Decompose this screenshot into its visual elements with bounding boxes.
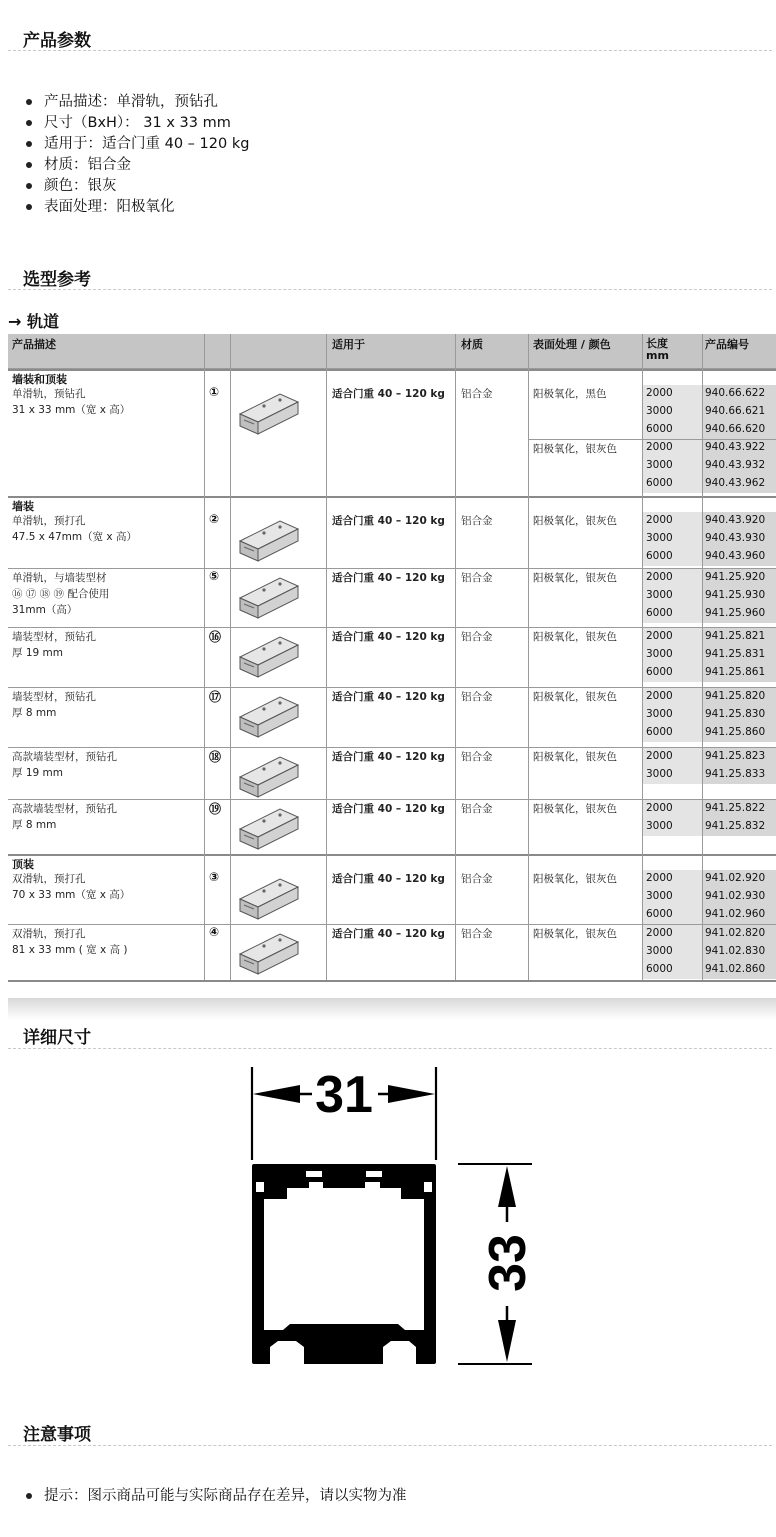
row-desc: 双滑轨，预打孔 [12,928,86,940]
row-suitable: 适合门重 40 – 120 kg [332,873,445,885]
column-divider [455,334,456,980]
table-bottom-shade [8,998,776,1020]
row-desc: 高款墙装型材，预钻孔 [12,751,117,763]
group-divider [8,496,776,498]
row-finish: 阳极氧化，银灰色 [533,873,617,885]
row-length: 3000 [646,532,673,544]
column-divider [528,334,529,980]
row-suitable: 适合门重 40 – 120 kg [332,928,445,940]
row-material: 铝合金 [461,873,493,885]
param-item: 尺寸（BxH）： 31 x 33 mm [44,113,249,134]
header-suitable: 适用于 [332,338,365,351]
row-material: 铝合金 [461,572,493,584]
row-suitable: 适合门重 40 – 120 kg [332,515,445,527]
row-suitable: 适合门重 40 – 120 kg [332,751,445,763]
row-length: 6000 [646,477,673,489]
row-length: 6000 [646,423,673,435]
row-material: 铝合金 [461,515,493,527]
params-list [44,92,249,218]
row-finish: 阳极氧化，黑色 [533,388,607,400]
row-part-number: 940.43.932 [705,459,766,471]
divider [8,1048,772,1049]
row-part-number: 941.25.832 [705,820,766,832]
section-title: 注意事项 [23,1425,91,1445]
row-part-number: 941.25.920 [705,571,766,583]
row-material: 铝合金 [461,631,493,643]
row-finish: 阳极氧化，银灰色 [533,691,617,703]
row-finish: 阳极氧化，银灰色 [533,803,617,815]
table-grid [8,334,776,994]
row-length: 6000 [646,963,673,975]
row-length: 3000 [646,459,673,471]
row-desc: 单滑轨，与墙装型材 [12,572,107,584]
row-part-number: 941.25.861 [705,666,766,678]
row-length: 6000 [646,607,673,619]
row-length: 6000 [646,550,673,562]
divider [8,289,772,290]
row-part-number: 940.43.922 [705,441,766,453]
row-suitable: 适合门重 40 – 120 kg [332,691,445,703]
param-item: 表面处理：阳极氧化 [44,197,249,218]
group-divider [8,854,776,856]
group-divider [8,369,776,371]
row-part-number: 940.66.620 [705,423,766,435]
row-number: ⑲ [209,802,222,816]
row-part-number: 940.43.962 [705,477,766,489]
header-part-no: 产品编号 [705,338,749,351]
rail-profile-illustration [234,572,304,622]
row-number: ③ [209,870,220,884]
row-desc: 单滑轨，预打孔 [12,515,86,527]
row-suitable: 适合门重 40 – 120 kg [332,631,445,643]
column-divider [230,334,231,980]
row-part-number: 940.43.920 [705,514,766,526]
row-part-number: 941.25.833 [705,768,766,780]
height-dimension-label: 33 [479,1234,537,1292]
rail-profile-illustration [234,928,304,978]
row-size: 81 x 33 mm ( 宽 x 高 ) [12,944,128,956]
row-part-number: 941.02.920 [705,872,766,884]
row-number: ⑤ [209,569,220,583]
row-length: 2000 [646,514,673,526]
width-dimension-label: 31 [315,1066,373,1124]
row-part-number: 940.43.930 [705,532,766,544]
group-label: 墙装 [12,500,34,513]
row-length: 2000 [646,690,673,702]
row-part-number: 941.02.820 [705,927,766,939]
row-material: 铝合金 [461,388,493,400]
section-title: 选型参考 [23,270,91,290]
row-part-number: 941.25.860 [705,726,766,738]
row-size: 厚 8 mm [12,707,57,719]
rail-profile-illustration [234,751,304,801]
row-length: 6000 [646,666,673,678]
row-length: 3000 [646,890,673,902]
column-divider [642,334,643,980]
notes-list [44,1486,407,1507]
row-part-number: 941.25.821 [705,630,766,642]
row-size: 47.5 x 47mm（宽 x 高） [12,531,137,543]
header-desc: 产品描述 [12,338,56,351]
row-part-number: 941.25.822 [705,802,766,814]
row-length: 3000 [646,768,673,780]
column-divider [702,334,703,980]
row-material: 铝合金 [461,928,493,940]
param-item: 颜色：银灰 [44,176,249,197]
row-number: ② [209,512,220,526]
row-length: 3000 [646,589,673,601]
row-desc: 墙装型材，预钻孔 [12,631,96,643]
rail-profile-illustration [234,691,304,741]
section-title: 产品参数 [23,31,91,51]
row-length: 2000 [646,872,673,884]
row-part-number: 941.02.860 [705,963,766,975]
row-number: ⑰ [209,690,222,704]
row-desc: 墙装型材，预钻孔 [12,691,96,703]
profile-dimension-drawing [240,1062,540,1372]
row-material: 铝合金 [461,751,493,763]
row-size-note: 31mm（高） [12,604,78,616]
header-length: 长度 [646,337,668,350]
header-material: 材质 [461,338,483,351]
row-number: ⑱ [209,750,222,764]
column-divider [326,334,327,980]
row-finish: 阳极氧化，银灰色 [533,928,617,940]
param-item: 材质：铝合金 [44,155,249,176]
param-item: 适用于：适合门重 40 – 120 kg [44,134,249,155]
section-title: 详细尺寸 [23,1028,91,1048]
row-desc: 高款墙装型材，预钻孔 [12,803,117,815]
row-part-number: 941.02.960 [705,908,766,920]
row-desc: 单滑轨，预钻孔 [12,388,86,400]
rail-profile-illustration [234,873,304,923]
rail-selection-table [8,307,776,999]
rail-profile-illustration [234,631,304,681]
row-part-number: 941.25.823 [705,750,766,762]
row-length: 2000 [646,571,673,583]
rail-profile-shape [252,1164,436,1364]
row-length: 2000 [646,387,673,399]
group-label: 墙装和顶装 [12,373,67,386]
row-material: 铝合金 [461,803,493,815]
rail-profile-illustration [234,803,304,853]
row-length: 6000 [646,908,673,920]
column-divider [204,334,205,980]
row-part-number: 941.25.831 [705,648,766,660]
group-label: 顶装 [12,858,34,871]
rail-profile-illustration [234,515,304,565]
table-title: → 轨道 [8,312,59,331]
row-finish: 阳极氧化，银灰色 [533,515,617,527]
note-item: 提示：图示商品可能与实际商品存在差异，请以实物为准 [44,1486,407,1507]
header-finish: 表面处理 / 颜色 [533,338,611,351]
row-size: 70 x 33 mm（宽 x 高） [12,889,131,901]
row-length: 2000 [646,802,673,814]
row-size: 厚 19 mm [12,767,63,779]
rail-profile-illustration [234,388,304,438]
row-finish: 阳极氧化，银灰色 [533,751,617,763]
finish-divider [528,439,776,440]
row-finish: 阳极氧化，银灰色 [533,443,617,455]
row-part-number: 940.43.960 [705,550,766,562]
table-bottom-border [8,980,776,982]
row-suitable: 适合门重 40 – 120 kg [332,803,445,815]
header-length-unit: mm [646,349,669,362]
divider [8,50,772,51]
param-item: 产品描述：单滑轨，预钻孔 [44,92,249,113]
row-length: 6000 [646,726,673,738]
row-size: 厚 19 mm [12,647,63,659]
row-number: ④ [209,925,220,939]
row-size: 31 x 33 mm（宽 x 高） [12,404,131,416]
row-part-number: 941.25.930 [705,589,766,601]
row-part-number: 941.02.930 [705,890,766,902]
row-part-number: 941.25.830 [705,708,766,720]
row-length: 3000 [646,945,673,957]
row-part-number: 941.25.960 [705,607,766,619]
row-length: 3000 [646,648,673,660]
row-length: 2000 [646,630,673,642]
row-finish: 阳极氧化，银灰色 [533,631,617,643]
row-number: ① [209,385,220,399]
row-material: 铝合金 [461,691,493,703]
row-length: 2000 [646,927,673,939]
row-length: 2000 [646,750,673,762]
row-length: 3000 [646,405,673,417]
row-size: ⑯ ⑰ ⑱ ⑲ 配合使用 [12,588,110,600]
row-length: 3000 [646,708,673,720]
row-size: 厚 8 mm [12,819,57,831]
row-part-number: 940.66.621 [705,405,766,417]
row-part-number: 941.02.830 [705,945,766,957]
row-length: 3000 [646,820,673,832]
row-finish: 阳极氧化，银灰色 [533,572,617,584]
row-suitable: 适合门重 40 – 120 kg [332,572,445,584]
row-length: 2000 [646,441,673,453]
row-suitable: 适合门重 40 – 120 kg [332,388,445,400]
row-part-number: 940.66.622 [705,387,766,399]
row-part-number: 941.25.820 [705,690,766,702]
divider [8,1445,772,1446]
row-desc: 双滑轨，预打孔 [12,873,86,885]
row-number: ⑯ [209,630,222,644]
